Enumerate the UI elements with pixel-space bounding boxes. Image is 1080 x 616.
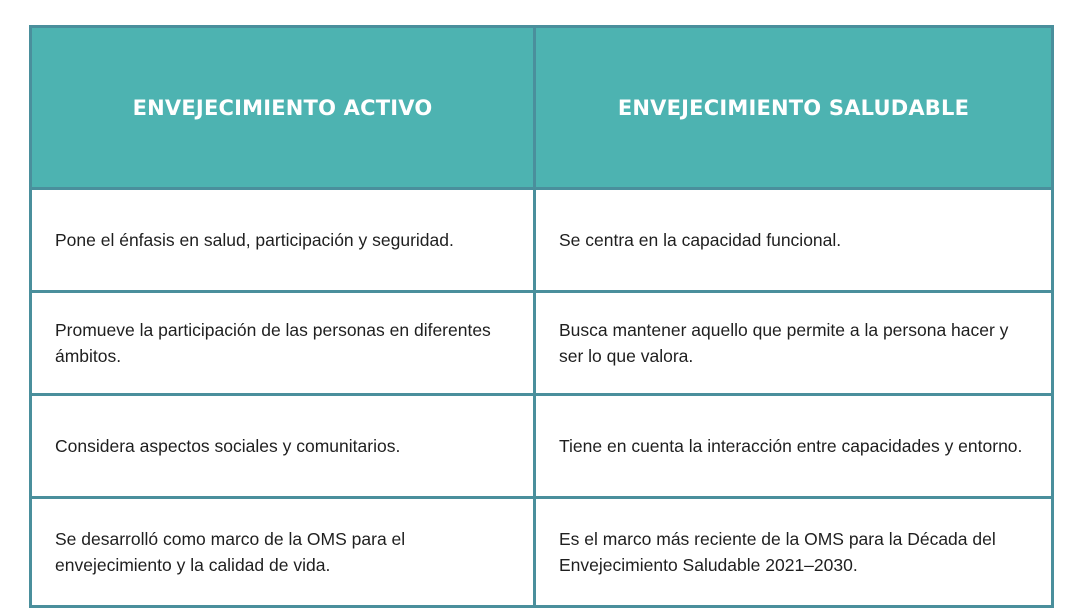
table-row bbox=[31, 292, 1053, 395]
header-envejecimiento-saludable: ENVEJECIMIENTO SALUDABLE bbox=[535, 27, 1053, 189]
cell-saludable: Tiene en cuenta la interacción entre capacidades y entorno. bbox=[535, 395, 1053, 498]
cell-activo: Pone el énfasis en salud, participación y seguridad. bbox=[31, 189, 535, 292]
header-envejecimiento-activo: ENVEJECIMIENTO ACTIVO bbox=[31, 27, 535, 189]
cell-activo: Se desarrolló como marco de la OMS para el envejecimiento y la calidad de vida. bbox=[31, 498, 535, 607]
table-row bbox=[31, 189, 1053, 292]
comparison-table bbox=[29, 25, 1054, 608]
cell-activo: Promueve la participación de las personas en diferentes ámbitos. bbox=[31, 292, 535, 395]
cell-saludable: Busca mantener aquello que permite a la persona hacer y ser lo que valora. bbox=[535, 292, 1053, 395]
cell-activo: Considera aspectos sociales y comunitarios. bbox=[31, 395, 535, 498]
cell-saludable: Es el marco más reciente de la OMS para la Década del Envejecimiento Saludable 2021–2030. bbox=[535, 498, 1053, 607]
table-row bbox=[31, 498, 1053, 607]
header-row bbox=[31, 27, 1053, 189]
cell-saludable: Se centra en la capacidad funcional. bbox=[535, 189, 1053, 292]
table-row bbox=[31, 395, 1053, 498]
comparison-table-container bbox=[29, 25, 1051, 605]
